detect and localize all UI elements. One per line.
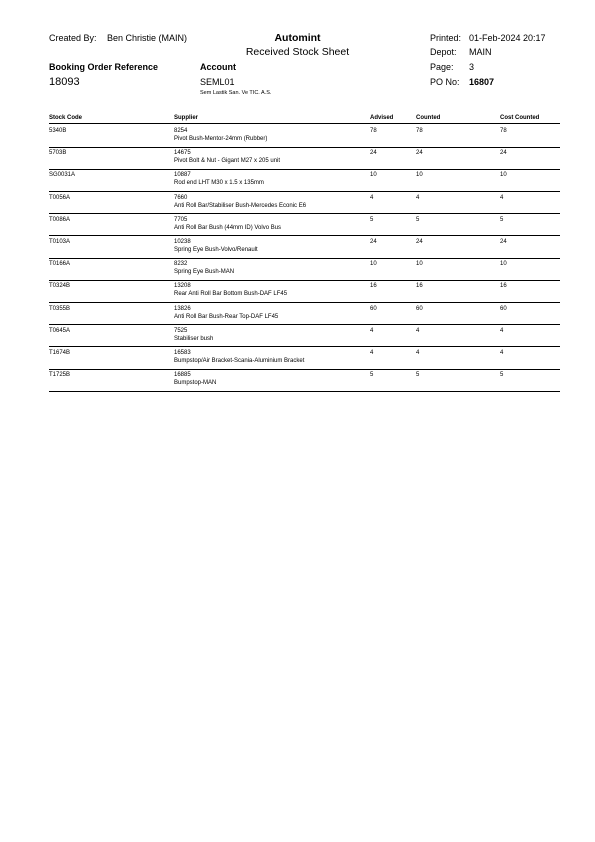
row-divider <box>49 302 560 303</box>
header-divider <box>49 123 560 124</box>
cost-counted-cell: 24 <box>500 239 507 245</box>
stock-code-cell: T0056A <box>49 194 71 201</box>
cost-counted-cell: 5 <box>500 216 504 223</box>
supplier-description-cell: Anti Roll Bar Bush-Rear Top-DAF LF45 <box>174 313 279 320</box>
counted-cell: 60 <box>416 305 423 312</box>
column-header-stock-code: Stock Code <box>49 115 83 121</box>
column-header-advised: Advised <box>370 115 394 121</box>
supplier-description-cell: Pivot Bush-Mentor-24mm (Rubber) <box>174 136 268 142</box>
supplier-code-cell: 8254 <box>174 128 188 134</box>
row-divider <box>49 235 560 236</box>
supplier-description-cell: Bumpstop-MAN <box>174 380 217 387</box>
stock-code-cell: T0645A <box>49 327 71 334</box>
supplier-code-cell: 7525 <box>174 327 188 334</box>
column-header-cost-counted: Cost Counted <box>500 115 540 121</box>
advised-cell: 16 <box>370 283 377 290</box>
advised-cell: 24 <box>370 239 377 245</box>
advised-cell: 4 <box>370 327 374 334</box>
supplier-description-cell: Anti Roll Bar/Stabiliser Bush-Mercedes Econic E6 <box>174 202 307 209</box>
cost-counted-cell: 5 <box>500 372 504 379</box>
supplier-code-cell: 10238 <box>174 239 191 245</box>
counted-cell: 4 <box>416 350 420 356</box>
supplier-description-cell: Rod end LHT M30 x 1.5 x 135mm <box>174 180 264 187</box>
column-header-counted: Counted <box>416 115 441 121</box>
cost-counted-cell: 4 <box>500 350 504 356</box>
cost-counted-cell: 24 <box>500 150 507 157</box>
supplier-description-cell: Pivot Bolt & Nut - Gigant M27 x 205 unit <box>174 158 281 165</box>
stock-code-cell: T0355B <box>49 305 71 312</box>
cost-counted-cell: 4 <box>500 327 504 334</box>
supplier-code-cell: 14675 <box>174 150 191 157</box>
counted-cell: 16 <box>416 283 423 290</box>
counted-cell: 24 <box>416 239 423 245</box>
row-divider <box>49 147 560 148</box>
counted-cell: 4 <box>416 327 420 334</box>
created-by-label: Created By: <box>49 33 97 43</box>
advised-cell: 5 <box>370 372 374 379</box>
booking-ref-label: Booking Order Reference <box>49 62 159 72</box>
cost-counted-cell: 4 <box>500 194 504 201</box>
stock-code-cell: T0103A <box>49 239 71 245</box>
po-label: PO No: <box>430 77 460 87</box>
supplier-code-cell: 13826 <box>174 305 191 312</box>
supplier-code-cell: 7660 <box>174 194 188 201</box>
advised-cell: 10 <box>370 172 377 179</box>
stock-code-cell: T0166A <box>49 261 71 268</box>
row-divider <box>49 346 560 347</box>
supplier-code-cell: 16885 <box>174 372 191 379</box>
counted-cell: 10 <box>416 261 423 268</box>
stock-code-cell: T0086A <box>49 216 71 223</box>
stock-code-cell: T1674B <box>49 350 71 356</box>
advised-cell: 60 <box>370 305 377 312</box>
row-divider <box>49 391 560 392</box>
advised-cell: 5 <box>370 216 374 223</box>
stock-code-cell: 5340B <box>49 128 67 134</box>
counted-cell: 78 <box>416 128 423 134</box>
supplier-code-cell: 8232 <box>174 261 188 268</box>
depot-label: Depot: <box>430 47 457 57</box>
row-divider <box>49 191 560 192</box>
cost-counted-cell: 10 <box>500 261 507 268</box>
advised-cell: 4 <box>370 194 374 201</box>
stock-code-cell: T0324B <box>49 283 71 290</box>
supplier-description-cell: Spring Eye Bush-Volvo/Renault <box>174 247 258 253</box>
cost-counted-cell: 16 <box>500 283 507 290</box>
account-name: Sem Lastik San. Ve TIC. A.S. <box>200 90 272 96</box>
supplier-code-cell: 7705 <box>174 216 188 223</box>
supplier-description-cell: Spring Eye Bush-MAN <box>174 269 235 276</box>
advised-cell: 24 <box>370 150 377 157</box>
stock-code-cell: 5703B <box>49 150 67 157</box>
supplier-description-cell: Rear Anti Roll Bar Bottom Bush-DAF LF45 <box>174 291 288 298</box>
row-divider <box>49 280 560 281</box>
supplier-description-cell: Bumpstop/Air Bracket-Scania-Aluminium Bracket <box>174 358 305 364</box>
counted-cell: 4 <box>416 194 420 201</box>
depot-value: MAIN <box>469 47 492 57</box>
page-label: Page: <box>430 62 454 72</box>
counted-cell: 10 <box>416 172 423 179</box>
row-divider <box>49 169 560 170</box>
stock-code-cell: SG0031A <box>49 172 76 179</box>
account-label: Account <box>200 62 236 72</box>
booking-ref-value: 18093 <box>49 76 80 88</box>
row-divider <box>49 258 560 259</box>
cost-counted-cell: 60 <box>500 305 507 312</box>
supplier-code-cell: 10887 <box>174 172 191 179</box>
column-header-supplier: Supplier <box>174 115 199 121</box>
advised-cell: 4 <box>370 350 374 356</box>
counted-cell: 24 <box>416 150 423 157</box>
po-number: 16807 <box>469 77 495 87</box>
counted-cell: 5 <box>416 216 420 223</box>
printed-value: 01-Feb-2024 20:17 <box>469 33 546 43</box>
row-divider <box>49 213 560 214</box>
supplier-code-cell: 13208 <box>174 283 191 290</box>
row-divider <box>49 324 560 325</box>
supplier-description-cell: Anti Roll Bar Bush (44mm ID) Volvo Bus <box>174 224 282 231</box>
supplier-code-cell: 16583 <box>174 350 191 356</box>
advised-cell: 78 <box>370 128 377 134</box>
page-title: Received Stock Sheet <box>245 46 350 58</box>
advised-cell: 10 <box>370 261 377 268</box>
stock-code-cell: T1725B <box>49 372 71 379</box>
printed-label: Printed: <box>430 33 462 43</box>
company-name: Automint <box>274 32 321 44</box>
created-by-value: Ben Christie (MAIN) <box>107 33 188 43</box>
supplier-description-cell: Stabiliser bush <box>174 335 214 342</box>
row-divider <box>49 369 560 370</box>
account-code: SEML01 <box>200 77 235 87</box>
counted-cell: 5 <box>416 372 420 379</box>
cost-counted-cell: 78 <box>500 128 507 134</box>
page-number: 3 <box>469 62 475 72</box>
cost-counted-cell: 10 <box>500 172 507 179</box>
